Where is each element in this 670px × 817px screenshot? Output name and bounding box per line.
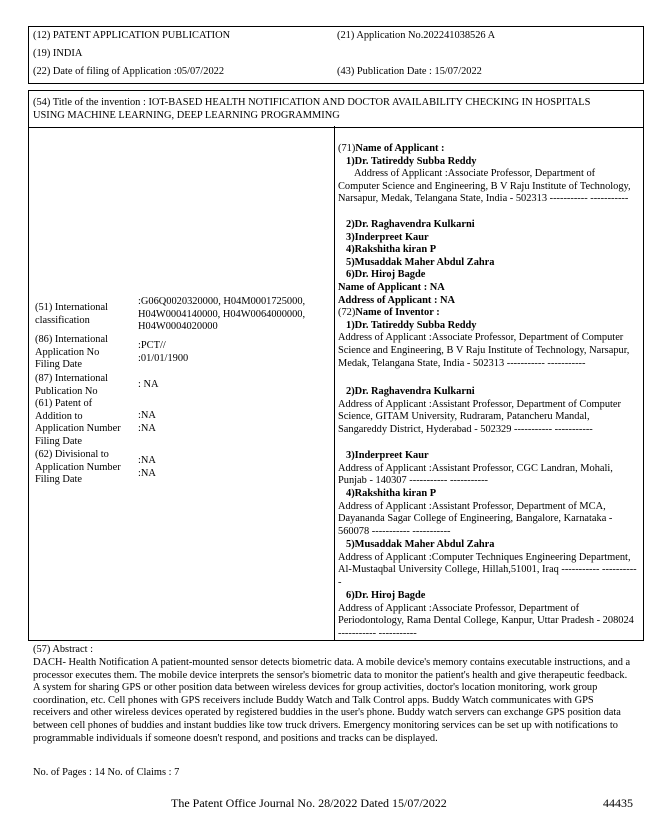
inventor-5-address: Address of Applicant :Computer Techniques Engineering Department, Al-Mustaqbal University College, Hillah,51001, Iraq ----------- ----------- [338, 551, 637, 588]
intl-class-label: (51) International classification [35, 302, 108, 326]
name-applicant-na: Name of Applicant : NA [338, 281, 445, 293]
applicant-3: 3)Inderpreet Kaur [346, 231, 429, 243]
inventor-6-address: Address of Applicant :Associate Professor, Department of Periodontology, Rama Dental College, Kanpur, Uttar Pradesh - 208024 ----------- ----------- [338, 602, 634, 639]
address-applicant-na: Address of Applicant : NA [338, 294, 456, 306]
intl-pub-value: : NA [138, 379, 159, 390]
inventor-1-address: Address of Applicant :Associate Professor, Department of Computer Science and Engineering, B V Raju Institute of Technology, Narsapur, Medak, Telangana State, India - 502313 ----------- ----------- [338, 332, 630, 369]
pct-label: (86) International Application No Filing Date [35, 334, 108, 371]
inventor-2-address: Address of Applicant :Assistant Professor, Department of Computer Science, GITAM University, Rudraram, Patancheru Mandal, Sangareddy District, Hyderabad - 502329 ----------- ----------- [338, 398, 621, 435]
applicant-4: 4)Rakshitha kiran P [346, 244, 437, 256]
applicant-5: 5)Musaddak Maher Abdul Zahra [346, 256, 495, 268]
inventor-3-name: 3)Inderpreet Kaur [346, 450, 429, 461]
inventor-heading-num: (72) [338, 307, 356, 319]
inventor-6-name: 6)Dr. Hiroj Bagde [346, 590, 426, 601]
inventor-6 [338, 590, 638, 640]
invention-title: (54) Title of the invention : IOT-BASED HEALTH NOTIFICATION AND DOCTOR AVAILABILITY CHECKING IN HOSPITALS USING MACHINE LEARNING, DEEP LEARNING PROGRAMMING [33, 97, 591, 121]
pub-type: (12) PATENT APPLICATION PUBLICATION [33, 30, 231, 41]
abstract-text: DACH- Health Notification A patient-mounted sensor detects biometric data. A mobile device's memory contains executable instructions, and a processor executes them. The mobile device interprets the sensor's biometric data to monitor the patient's health and give therapeutic feedback. A system for sharing GPS or other position data between wireless devices for group activities, doctor's location monitoring, work group coordination, etc. Cell phones with GPS receivers include Buddy Watch and Talk Control apps. Buddy Watch communicates with GPS receivers and other wireless devices operated by registered buddies in the user's phone. Buddy watch servers can exchange GPS position data between cell phones of buddies and instant buddies like tow truck drivers. Emergency monitoring services can be set up with notifications to programmable individuals if someone doesn't respond, and positions and tracks can be displayed. [33, 657, 631, 744]
applicant-list [338, 219, 638, 370]
inventor-4-address: Address of Applicant :Assistant Professor, Department of MCA, Dayananda Sagar College of Engineering, Bangalore, Karnataka - 560078 ----------- ----------- [338, 500, 613, 537]
filing-date: (22) Date of filing of Application :05/07/2022 [33, 66, 225, 77]
inventor-1-name: 1)Dr. Tatireddy Subba Reddy [346, 319, 477, 331]
inventor-3 [338, 450, 638, 488]
applicant-1-name: 1)Dr. Tatireddy Subba Reddy [346, 155, 477, 167]
addition-label: (61) Patent of Addition to Application Number Filing Date [35, 398, 121, 447]
inventor-5-name: 5)Musaddak Maher Abdul Zahra [346, 539, 495, 550]
inventor-4 [338, 488, 638, 538]
inventor-4-name: 4)Rakshitha kiran P [346, 488, 437, 499]
inventor-2 [338, 386, 638, 436]
addition-value: :NA :NA [138, 410, 156, 434]
inventor-5 [338, 539, 638, 589]
applicant-section [338, 143, 638, 206]
inventor-3-address: Address of Applicant :Assistant Professor, CGC Landran, Mohali, Punjab - 140307 ----------- ----------- [338, 462, 613, 487]
applicant-2: 2)Dr. Raghavendra Kulkarni [346, 219, 475, 230]
divisional-label: (62) Divisional to Application Number Filing Date [35, 449, 121, 486]
country: (19) INDIA [33, 48, 83, 59]
applicant-heading-num: (71) [338, 143, 356, 154]
applicant-1-address: Address of Applicant :Associate Professor, Department of Computer Science and Engineering, B V Raju Institute of Technology, Narsapur, Medak, Telangana State, India - 502313 ----------- ----------- [338, 168, 631, 205]
intl-pub-label: (87) International Publication No [35, 373, 108, 397]
divisional-value: :NA :NA [138, 455, 156, 479]
applicant-6: 6)Dr. Hiroj Bagde [346, 269, 426, 281]
pages-claims: No. of Pages : 14 No. of Claims : 7 [33, 767, 180, 778]
pct-value: :PCT// :01/01/1900 [138, 340, 189, 364]
applicant-heading: Name of Applicant : [355, 143, 445, 154]
journal-footer: The Patent Office Journal No. 28/2022 Dated 15/07/2022 [171, 796, 447, 810]
application-no: (21) Application No.202241038526 A [337, 30, 496, 41]
column-divider [334, 126, 335, 640]
publication-date: (43) Publication Date : 15/07/2022 [337, 66, 482, 77]
page-number: 44435 [603, 796, 633, 810]
inventor-heading: Name of Inventor : [355, 307, 440, 319]
intl-class-value: :G06Q0020320000, H04M0001725000, H04W0004140000, H04W0064000000, H04W0004020000 [138, 296, 306, 333]
inventor-2-name: 2)Dr. Raghavendra Kulkarni [346, 386, 475, 397]
abstract-heading: (57) Abstract : [33, 644, 94, 655]
